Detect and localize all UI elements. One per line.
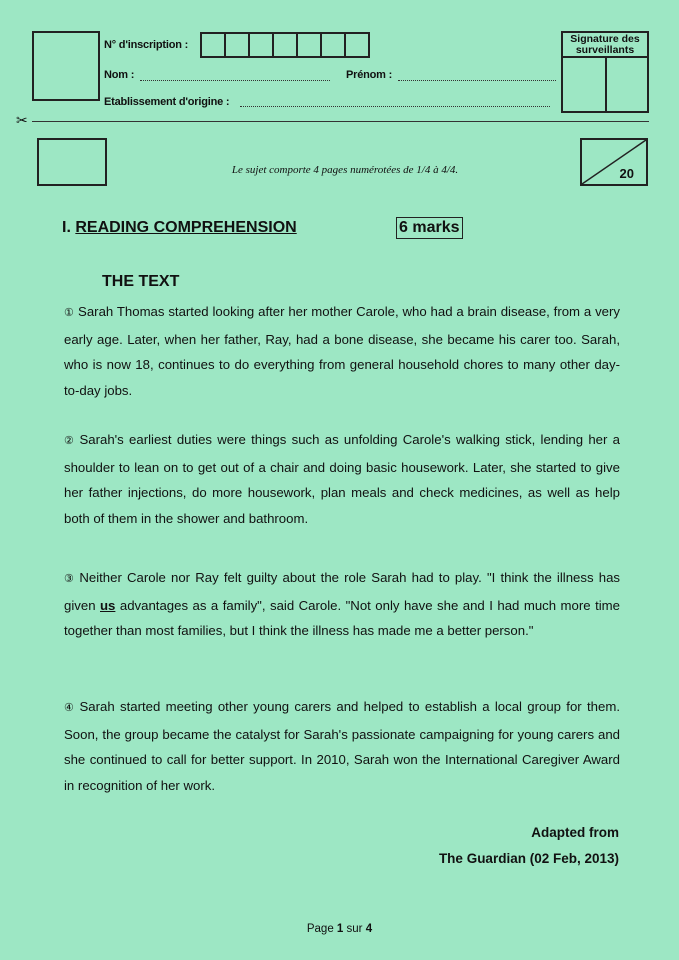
section-number: I.: [62, 219, 71, 236]
section-heading: [62, 219, 297, 237]
signature-title: Signature des surveillants: [563, 33, 647, 58]
score-box: [580, 138, 648, 186]
inscription-digit-cell[interactable]: [272, 32, 298, 58]
paragraph-3: [64, 565, 620, 644]
paragraph-number: ③: [64, 573, 76, 585]
paragraph-number: ②: [64, 435, 76, 447]
paragraph-text-after: advantages as a family", said Carole. "Not only have she and I had much more time together than most families, but I think the illness has made me a better person.": [64, 597, 620, 639]
paragraph-1: [64, 299, 620, 403]
score-diagonal: [582, 140, 646, 184]
page-middle: sur: [346, 923, 363, 935]
page-footer: [0, 923, 679, 935]
text-heading: THE TEXT: [102, 273, 180, 290]
paragraph-4: [64, 694, 620, 798]
nom-field[interactable]: [140, 80, 330, 81]
page-total: 4: [365, 923, 373, 935]
paragraph-text-before: Neither Carole nor Ray felt guilty about the role Sarah had to play. "I think the illness has given: [64, 570, 620, 613]
source-line-1: Adapted from: [531, 825, 619, 840]
photo-box: [32, 31, 100, 101]
paragraph-text: Sarah Thomas started looking after her mother Carole, who had a brain disease, from a very early age. Later, when her father, Ray, had a bone disease, she became his carer too. Sarah, who is now 18, continues to do everything from general household chores to many other day-to-day jobs.: [64, 304, 620, 398]
underlined-word: us: [100, 597, 116, 613]
page-notice: Le sujet comporte 4 pages numérotées de 1/4 à 4/4.: [231, 164, 459, 176]
marks-badge: 6 marks: [396, 217, 463, 239]
etablissement-field[interactable]: [240, 106, 550, 107]
score-total: 20: [619, 166, 634, 181]
paragraph-number: ④: [64, 702, 76, 714]
scissors-icon: ✂: [16, 112, 28, 128]
paragraph-number: ①: [64, 307, 75, 319]
source-line-2: The Guardian (02 Feb, 2013): [438, 851, 619, 866]
cut-line: [32, 121, 649, 122]
inscription-digit-cell[interactable]: [296, 32, 322, 58]
paragraph-2: [64, 427, 620, 531]
signature-box: [561, 31, 649, 113]
inscription-digit-cell[interactable]: [248, 32, 274, 58]
paragraph-text: Sarah started meeting other young carers and helped to establish a local group for them. Soon, the group became the catalyst for Sarah's passionate campaigning for young carers and she continued to call for better support. In 2010, Sarah won the International Caregiver Award in recognition of her work.: [64, 699, 620, 793]
inscription-label: N° d'inscription :: [104, 39, 189, 51]
page-prefix: Page: [306, 923, 334, 935]
prenom-field[interactable]: [398, 80, 556, 81]
signature-divider: [605, 58, 607, 111]
inscription-digit-cell[interactable]: [224, 32, 250, 58]
grade-box: [37, 138, 107, 186]
section-title: READING COMPREHENSION: [75, 219, 297, 236]
paragraph-text: Sarah's earliest duties were things such as unfolding Carole's walking stick, lending her a shoulder to lean on to get out of a chair and doing basic housework. Later, she started to give her father injections, do more housework, plan meals and check medicines, as well as help both of them in the shower and bathroom.: [64, 432, 620, 526]
inscription-digit-cell[interactable]: [320, 32, 346, 58]
nom-label: Nom :: [104, 69, 135, 81]
inscription-number-field[interactable]: [202, 32, 370, 58]
inscription-digit-cell[interactable]: [200, 32, 226, 58]
etablissement-label: Etablissement d'origine :: [104, 96, 230, 108]
page-current: 1: [336, 923, 344, 935]
inscription-digit-cell[interactable]: [344, 32, 370, 58]
prenom-label: Prénom :: [346, 69, 393, 81]
